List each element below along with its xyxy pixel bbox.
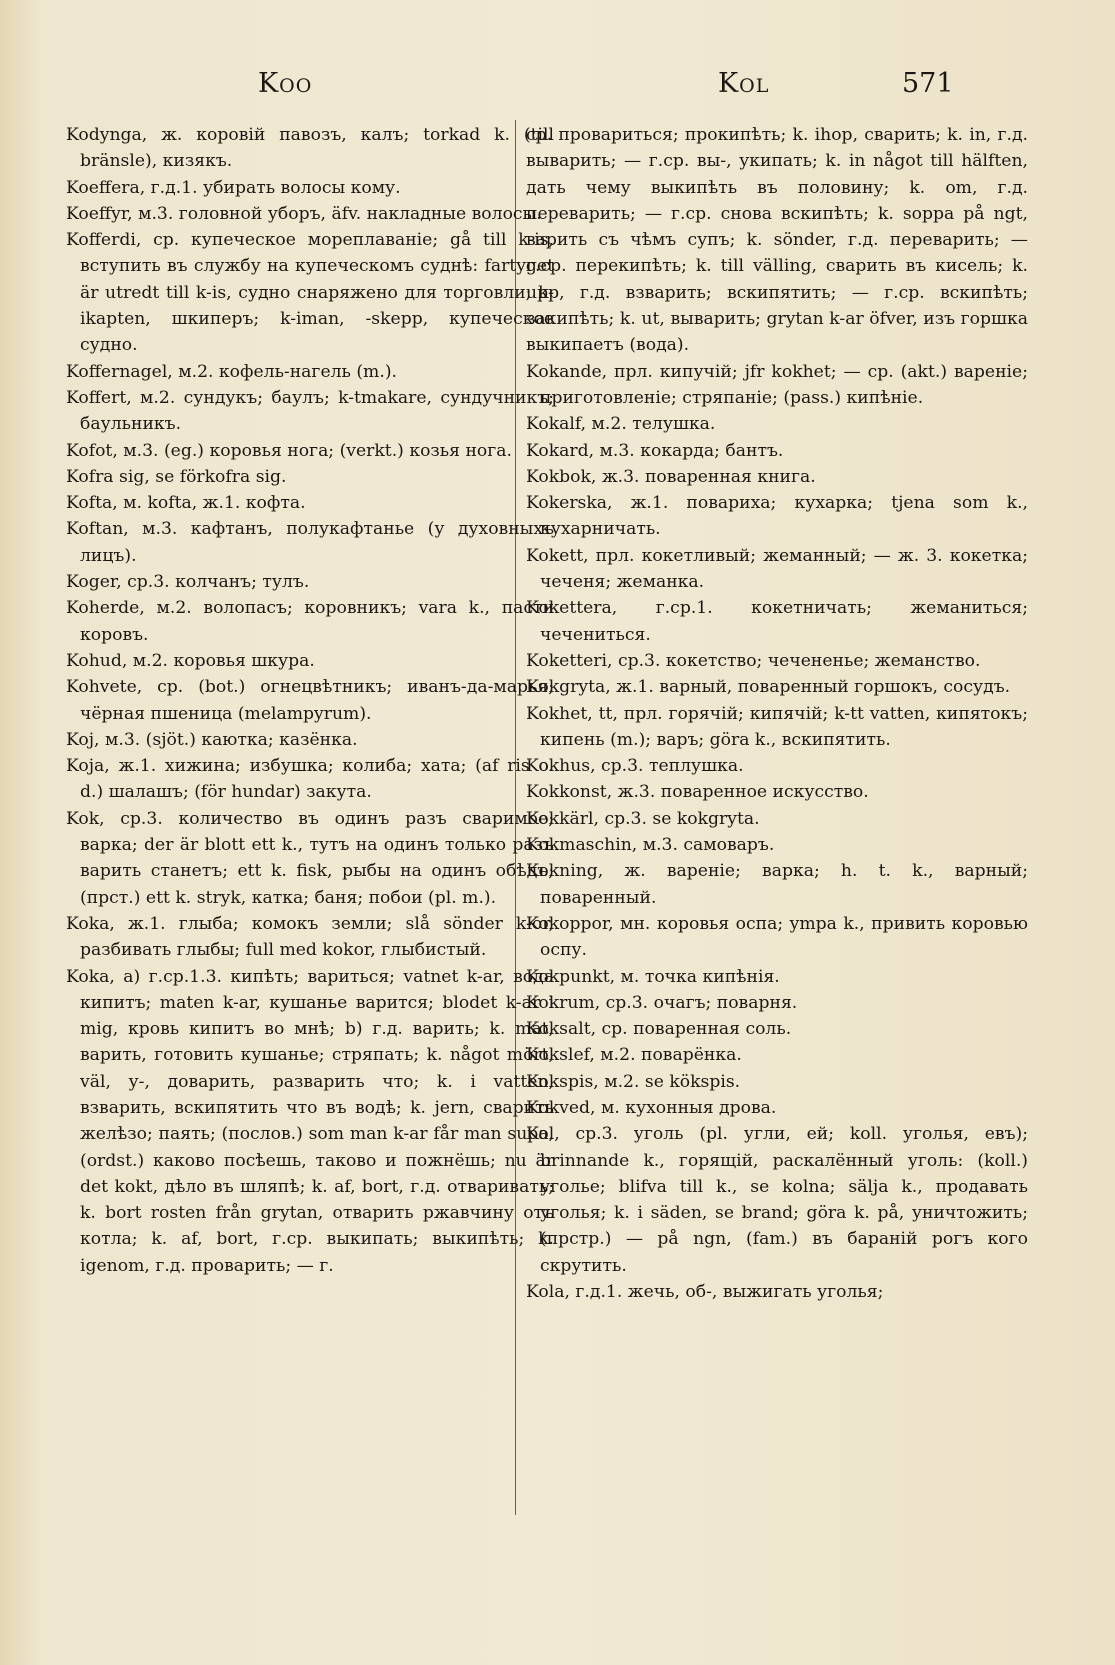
dictionary-entry: Kokspis, м.2. se kökspis. — [526, 1071, 741, 1092]
dictionary-entry: Koka, a) г.ср.1.3. кипѣть; вариться; vatnet k-ar, вода кипитъ; maten k-ar, кушанье варится; blodet k-ar i mig, кровь кипитъ во мнѣ; b) г.д. варить; k. mat, варить, готовить кушанье; стряпать; k. något mört, väl, у-, доварить, разварить что; k. i vatten, взварить, вскипятить что въ водѣ; k. jern, сварить желѣзо; паять; (послов.) som man k-ar får man supa, (ordst.) каково посѣешь, таково и пожнёшь; nu är det kokt, дѣло въ шляпѣ; k. af, bort, г.д. отваривать; k. bort rosten från grytan, отварить ржавчину отъ котла; k. af, bort, г.ср. выкипать; выкипѣть; k. igenom, г.д. проварить; — г. — [66, 966, 554, 1276]
page-number: 571 — [902, 68, 954, 99]
dictionary-entry: Kokved, м. кухонныя дрова. — [526, 1097, 777, 1118]
running-head-right: Kol — [718, 68, 770, 99]
dictionary-entry: Kohud, м.2. коровья шкура. — [66, 650, 315, 671]
dictionary-entry: Kokpunkt, м. точка кипѣнія. — [526, 966, 780, 987]
dictionary-entry: Kokoppor, мн. коровья оспа; ympa k., привить коровью оспу. — [526, 913, 1028, 961]
dictionary-entry: Kokalf, м.2. телушка. — [526, 414, 716, 435]
dictionary-entry: Koja, ж.1. хижина; избушка; колиба; хата; (af ris o. d.) шалашъ; (för hundar) закута. — [66, 756, 554, 803]
dictionary-entry: Kokrum, ср.3. очагъ; поварня. — [526, 992, 798, 1013]
dictionary-entry: Kol, ср.3. уголь (pl. угли, ей; koll. уголья, евъ); brinnande k., горящій, раскалённый уголь: (koll.) уголье; blifva till k., se kolna; sälja k., продавать уголья; k. i säden, se brand; göra k. på, уничтожить; (прстр.) — på ngn, (fam.) въ бараній рогъ кого скрутить. — [526, 1124, 1028, 1276]
dictionary-entry: Kokslef, м.2. поварёнка. — [526, 1045, 742, 1066]
dictionary-entry: Kokgryta, ж.1. варный, поваренный горшокъ, сосудъ. — [526, 677, 1011, 698]
running-head-left: Koo — [258, 68, 313, 99]
dictionary-entry: Kofta, м. kofta, ж.1. кофта. — [66, 493, 306, 514]
dictionary-entry: Kok, ср.3. количество въ одинъ разъ сваримое; варка; der är blott ett k., тутъ на одинъ только разъ варить станетъ; ett k. fisk, рыбы на одинъ обѣдъ; (прст.) ett k. stryk, катка; баня; побои (pl. m.). — [66, 808, 554, 908]
dictionary-entry: Koffernagel, м.2. кофель-нагель (m.). — [66, 361, 397, 382]
dictionary-entry: Kokande, прл. кипучій; jfr kokhet; — ср. (akt.) вареніе; приготовленіе; стряпаніе; (pass.) кипѣніе. — [526, 361, 1028, 408]
dictionary-entry: Koksalt, ср. поваренная соль. — [526, 1019, 792, 1040]
dictionary-entry: Kofferdi, ср. купеческое мореплаваніе; gå till k-is, вступить въ службу на купеческомъ суднѣ: fartyget är utredt till k-is, судно снаряжено для торговли; k-ikapten, шкиперъ; k-iman, -skepp, купеческое судно. — [66, 230, 554, 356]
left-column — [66, 122, 554, 1279]
dictionary-entry: Koger, ср.3. колчанъ; тулъ. — [66, 572, 310, 593]
dictionary-entry: Koeffera, г.д.1. убирать волосы кому. — [66, 177, 401, 198]
dictionary-entry: Kokettera, г.ср.1. кокетничать; жеманиться; чечениться. — [526, 598, 1028, 645]
dictionary-entry: Koherde, м.2. волопасъ; коровникъ; vara k., пасти коровъ. — [66, 598, 554, 645]
dictionary-entry: Kokkärl, ср.3. se kokgryta. — [526, 808, 760, 829]
right-column — [526, 122, 1028, 1305]
dictionary-entry: Kokard, м.3. кокарда; бантъ. — [526, 440, 784, 461]
dictionary-entry: Koffert, м.2. сундукъ; баулъ; k-tmakare, сундучникъ; баульникъ. — [66, 387, 554, 435]
dictionary-entry: Kodynga, ж. коровій павозъ, калъ; torkad k. (till bränsle), кизякъ. — [66, 125, 554, 172]
dictionary-entry: Kokmaschin, м.3. самоваръ. — [526, 835, 775, 856]
dictionary-entry: Koeffyr, м.3. головной уборъ, äfv. накладные волосы. — [66, 203, 542, 224]
dictionary-entry: Koka, ж.1. глыба; комокъ земли; slå sönder k-or, разбивать глыбы; full med kokor, глыбистый. — [66, 913, 554, 961]
dictionary-entry: Kola, г.д.1. жечь, об-, выжигать уголья; — [526, 1282, 884, 1303]
dictionary-entry-continuation: ср. провариться; прокипѣть; k. ihop, сварить; k. in, г.д. выварить; — г.ср. вы-, укипать; k. in något till hälften, дать чему выкипѣть въ половину; k. om, г.д. переварить; — г.ср. снова вскипѣть; k. soppa på ngt, варить съ чѣмъ супъ; k. sönder, г.д. переварить; — г.ср. перекипѣть; k. till välling, сварить въ кисель; k. upp, г.д. взварить; вскипятить; — г.ср. вскипѣть; закипѣть; k. ut, выварить; grytan k-ar öfver, изъ горшка выкипаетъ (вода). — [526, 125, 1028, 356]
dictionary-entry: Kokning, ж. вареніе; варка; h. t. k., варный; поваренный. — [526, 861, 1028, 908]
dictionary-entry: Kofra sig, se förkofra sig. — [66, 466, 287, 487]
dictionary-entry: Koketteri, ср.3. кокетство; чечененьe; жеманство. — [526, 650, 981, 671]
dictionary-entry: Kokhus, ср.3. теплушка. — [526, 756, 744, 777]
dictionary-entry: Kokhet, tt, прл. горячій; кипячій; k-tt vatten, кипятокъ; кипень (m.); варъ; göra k., вскипятить. — [526, 703, 1028, 750]
dictionary-entry: Kokbok, ж.3. поваренная книга. — [526, 466, 816, 487]
dictionary-entry: Kokett, прл. кокетливый; жеманный; — ж. 3. кокетка; чеченя; жеманка. — [526, 545, 1028, 593]
dictionary-entry: Kokkonst, ж.3. поваренное искусство. — [526, 782, 869, 803]
dictionary-entry: Koftan, м.3. кафтанъ, полукафтанье (у духовныхъ лицъ). — [66, 519, 554, 566]
dictionary-entry: Koj, м.3. (sjöt.) каютка; казёнка. — [66, 729, 358, 750]
dictionary-entry: Kokerska, ж.1. повариха; кухарка; tjena som k., кухарничать. — [526, 493, 1028, 540]
dictionary-entry: Kohvete, ср. (bot.) огнецвѣтникъ; иванъ-да-марья; чёрная пшеница (melampyrum). — [66, 677, 554, 724]
dictionary-entry: Kofot, м.3. (eg.) коровья нога; (verkt.) козья нога. — [66, 440, 512, 461]
